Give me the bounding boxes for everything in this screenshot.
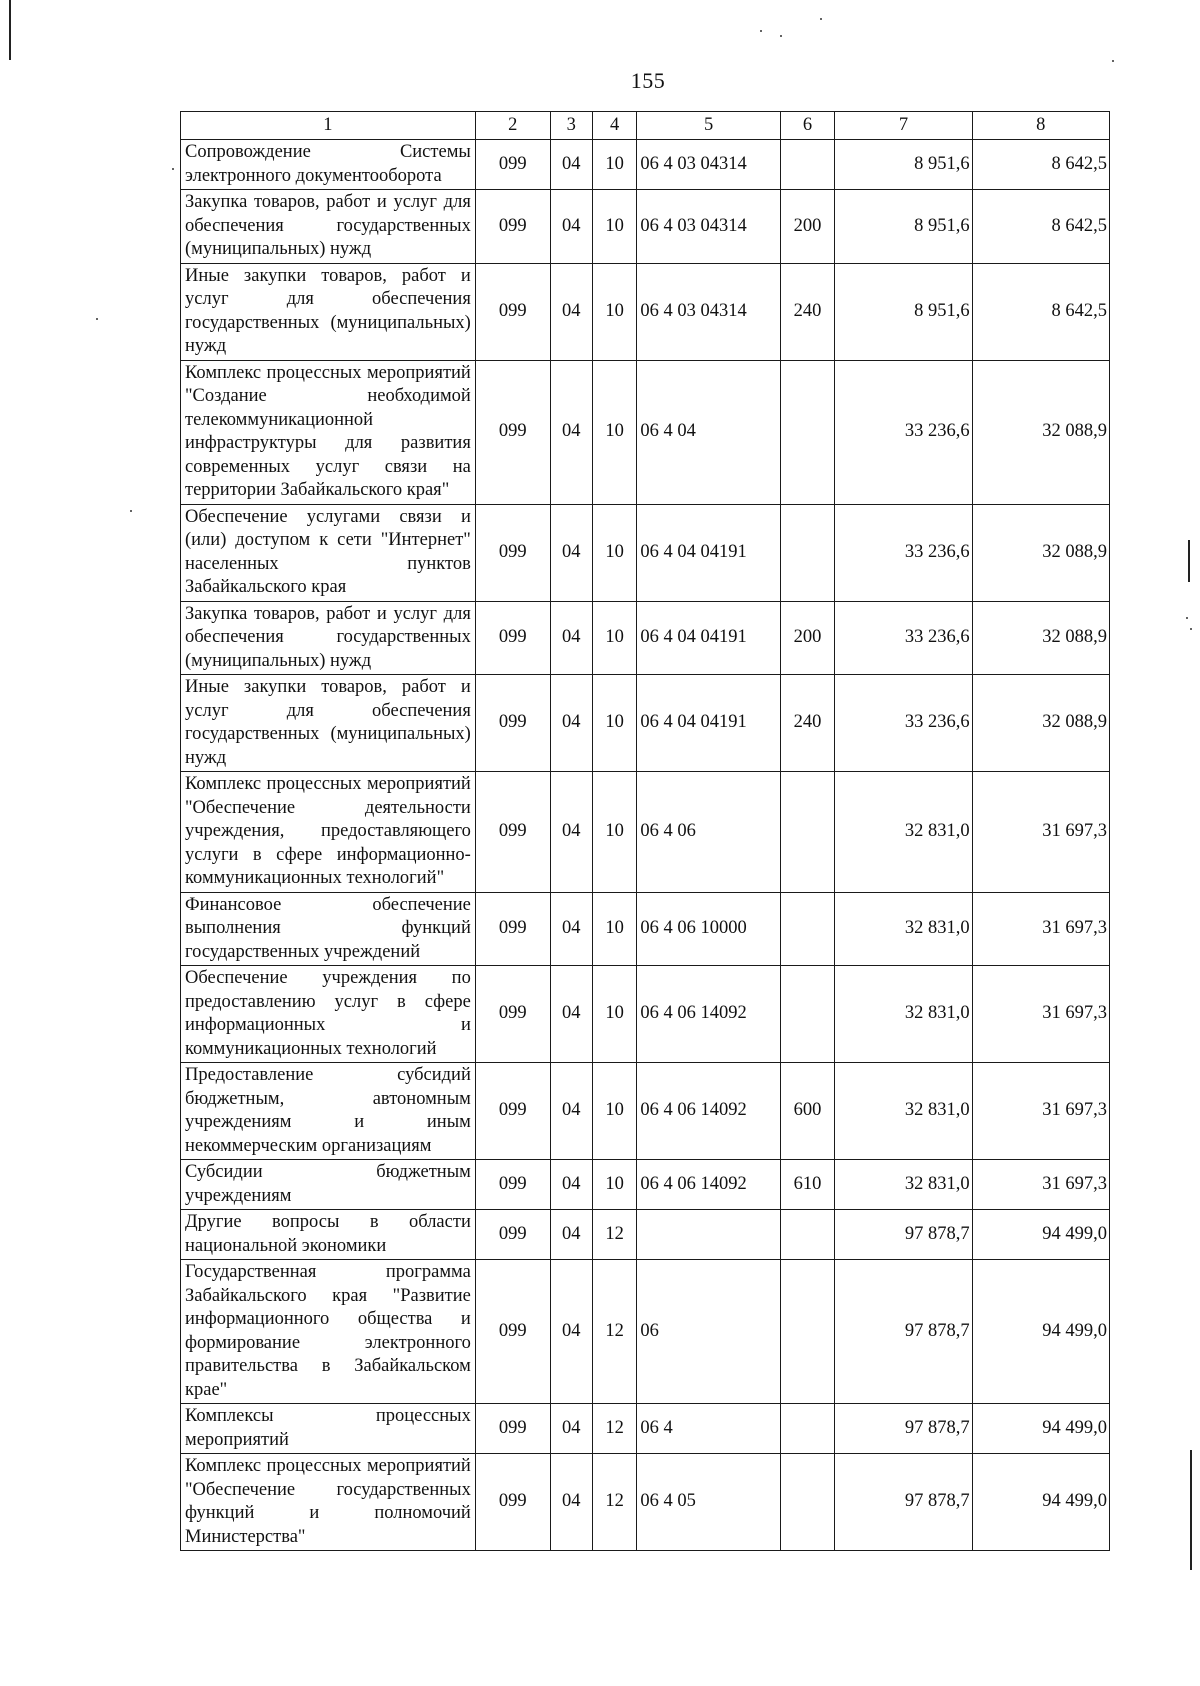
scan-speck xyxy=(96,318,98,320)
scan-speck xyxy=(130,510,132,512)
cell-col2: 099 xyxy=(475,675,550,772)
cell-col2: 099 xyxy=(475,1063,550,1160)
cell-col2: 099 xyxy=(475,892,550,966)
header-cell: 4 xyxy=(592,112,636,140)
cell-name: Государственная программа Забайкальского края "Развитие информационного общества и формирование электронного правительства в Забайкальском крае" xyxy=(181,1260,476,1404)
scan-speck xyxy=(1186,617,1188,619)
header-cell: 2 xyxy=(475,112,550,140)
cell-col8: 31 697,3 xyxy=(972,1160,1109,1210)
cell-col6: 600 xyxy=(780,1063,835,1160)
cell-col4: 10 xyxy=(592,675,636,772)
scan-speck xyxy=(172,168,174,170)
cell-col7: 32 831,0 xyxy=(835,892,972,966)
cell-col8: 94 499,0 xyxy=(972,1210,1109,1260)
cell-col3: 04 xyxy=(550,263,592,360)
cell-name: Иные закупки товаров, работ и услуг для обеспечения государственных (муниципальных) нужд xyxy=(181,675,476,772)
cell-col7: 33 236,6 xyxy=(835,504,972,601)
table-row xyxy=(181,675,1110,772)
scan-speck xyxy=(820,18,822,20)
cell-col3: 04 xyxy=(550,504,592,601)
cell-col5: 06 4 06 14092 xyxy=(637,1063,780,1160)
scan-speck xyxy=(1112,60,1114,62)
header-row xyxy=(181,112,1110,140)
cell-col7: 97 878,7 xyxy=(835,1260,972,1404)
cell-col8: 94 499,0 xyxy=(972,1404,1109,1454)
cell-col5: 06 4 06 10000 xyxy=(637,892,780,966)
cell-col8: 31 697,3 xyxy=(972,1063,1109,1160)
table-row xyxy=(181,263,1110,360)
cell-col7: 33 236,6 xyxy=(835,675,972,772)
cell-col3: 04 xyxy=(550,1210,592,1260)
budget-table xyxy=(180,111,1110,1551)
cell-name: Финансовое обеспечение выполнения функций государственных учреждений xyxy=(181,892,476,966)
cell-col7: 32 831,0 xyxy=(835,1063,972,1160)
cell-col8: 32 088,9 xyxy=(972,601,1109,675)
cell-col3: 04 xyxy=(550,140,592,190)
cell-col2: 099 xyxy=(475,504,550,601)
cell-name: Закупка товаров, работ и услуг для обеспечения государственных (муниципальных) нужд xyxy=(181,190,476,264)
cell-name: Другие вопросы в области национальной экономики xyxy=(181,1210,476,1260)
page-number: 155 xyxy=(630,68,666,93)
cell-col3: 04 xyxy=(550,1063,592,1160)
cell-col7: 32 831,0 xyxy=(835,1160,972,1210)
cell-col8: 31 697,3 xyxy=(972,966,1109,1063)
cell-name: Комплекс процессных мероприятий "Обеспечение деятельности учреждения, предоставляющего услуги в сфере информационно-коммуникационных технологий" xyxy=(181,772,476,893)
table-row xyxy=(181,892,1110,966)
cell-col3: 04 xyxy=(550,1160,592,1210)
table-row xyxy=(181,1454,1110,1551)
cell-col3: 04 xyxy=(550,360,592,504)
cell-col3: 04 xyxy=(550,772,592,893)
cell-col2: 099 xyxy=(475,263,550,360)
cell-col7: 8 951,6 xyxy=(835,263,972,360)
cell-col7: 32 831,0 xyxy=(835,966,972,1063)
cell-col6: 240 xyxy=(780,675,835,772)
cell-col8: 8 642,5 xyxy=(972,190,1109,264)
cell-col2: 099 xyxy=(475,966,550,1063)
table-row xyxy=(181,504,1110,601)
table-row xyxy=(181,1404,1110,1454)
cell-col4: 12 xyxy=(592,1454,636,1551)
cell-name: Закупка товаров, работ и услуг для обеспечения государственных (муниципальных) нужд xyxy=(181,601,476,675)
cell-name: Комплекс процессных мероприятий "Создание необходимой телекоммуникационной инфраструктуры для развития современных услуг связи на территории Забайкальского края" xyxy=(181,360,476,504)
cell-col2: 099 xyxy=(475,140,550,190)
cell-col4: 10 xyxy=(592,190,636,264)
cell-col3: 04 xyxy=(550,1260,592,1404)
cell-col4: 10 xyxy=(592,1160,636,1210)
cell-col5: 06 4 06 xyxy=(637,772,780,893)
table-row xyxy=(181,1160,1110,1210)
cell-col6: 240 xyxy=(780,263,835,360)
cell-col5: 06 4 04 xyxy=(637,360,780,504)
cell-col8: 31 697,3 xyxy=(972,892,1109,966)
cell-col8: 32 088,9 xyxy=(972,675,1109,772)
cell-col3: 04 xyxy=(550,675,592,772)
cell-col6 xyxy=(780,1210,835,1260)
cell-col4: 10 xyxy=(592,772,636,893)
cell-col7: 33 236,6 xyxy=(835,601,972,675)
cell-col3: 04 xyxy=(550,1454,592,1551)
cell-col4: 10 xyxy=(592,360,636,504)
cell-col4: 10 xyxy=(592,263,636,360)
cell-col5: 06 4 04 04191 xyxy=(637,601,780,675)
cell-col3: 04 xyxy=(550,966,592,1063)
cell-col2: 099 xyxy=(475,360,550,504)
cell-col4: 10 xyxy=(592,966,636,1063)
header-cell: 7 xyxy=(835,112,972,140)
cell-col4: 12 xyxy=(592,1210,636,1260)
table-row xyxy=(181,360,1110,504)
cell-col5: 06 4 04 04191 xyxy=(637,675,780,772)
cell-col3: 04 xyxy=(550,1404,592,1454)
cell-col4: 10 xyxy=(592,892,636,966)
cell-col8: 8 642,5 xyxy=(972,263,1109,360)
cell-col5: 06 4 03 04314 xyxy=(637,263,780,360)
cell-col7: 8 951,6 xyxy=(835,140,972,190)
cell-col8: 8 642,5 xyxy=(972,140,1109,190)
cell-col3: 04 xyxy=(550,190,592,264)
cell-col4: 10 xyxy=(592,1063,636,1160)
table-row xyxy=(181,1260,1110,1404)
cell-col4: 10 xyxy=(592,140,636,190)
scan-edge-line xyxy=(9,0,11,60)
cell-col5: 06 4 06 14092 xyxy=(637,1160,780,1210)
cell-col7: 97 878,7 xyxy=(835,1454,972,1551)
cell-col8: 32 088,9 xyxy=(972,504,1109,601)
table-row xyxy=(181,601,1110,675)
cell-col5: 06 xyxy=(637,1260,780,1404)
header-cell: 1 xyxy=(181,112,476,140)
cell-col2: 099 xyxy=(475,1260,550,1404)
cell-col6 xyxy=(780,140,835,190)
scan-margin-mark xyxy=(1190,1450,1192,1570)
cell-col7: 8 951,6 xyxy=(835,190,972,264)
cell-col2: 099 xyxy=(475,1160,550,1210)
cell-col5: 06 4 06 14092 xyxy=(637,966,780,1063)
cell-col7: 97 878,7 xyxy=(835,1404,972,1454)
cell-col8: 31 697,3 xyxy=(972,772,1109,893)
scan-speck xyxy=(760,30,762,32)
cell-col8: 94 499,0 xyxy=(972,1260,1109,1404)
cell-col4: 12 xyxy=(592,1260,636,1404)
cell-col3: 04 xyxy=(550,892,592,966)
cell-col6 xyxy=(780,966,835,1063)
cell-col6 xyxy=(780,892,835,966)
scan-speck xyxy=(780,35,782,37)
table-row xyxy=(181,140,1110,190)
cell-col4: 12 xyxy=(592,1404,636,1454)
cell-name: Субсидии бюджетным учреждениям xyxy=(181,1160,476,1210)
cell-col2: 099 xyxy=(475,1454,550,1551)
cell-col7: 97 878,7 xyxy=(835,1210,972,1260)
cell-col6 xyxy=(780,1260,835,1404)
scan-margin-mark xyxy=(1188,540,1190,582)
cell-col4: 10 xyxy=(592,601,636,675)
table-row xyxy=(181,190,1110,264)
cell-col2: 099 xyxy=(475,1404,550,1454)
cell-name: Комплекс процессных мероприятий "Обеспечение государственных функций и полномочий Министерства" xyxy=(181,1454,476,1551)
cell-col5: 06 4 04 04191 xyxy=(637,504,780,601)
cell-col6 xyxy=(780,360,835,504)
cell-col3: 04 xyxy=(550,601,592,675)
header-cell: 5 xyxy=(637,112,780,140)
cell-col8: 32 088,9 xyxy=(972,360,1109,504)
cell-col7: 33 236,6 xyxy=(835,360,972,504)
cell-col2: 099 xyxy=(475,190,550,264)
cell-col8: 94 499,0 xyxy=(972,1454,1109,1551)
cell-col2: 099 xyxy=(475,601,550,675)
cell-col5 xyxy=(637,1210,780,1260)
cell-name: Комплексы процессных мероприятий xyxy=(181,1404,476,1454)
cell-col5: 06 4 03 04314 xyxy=(637,190,780,264)
cell-col6: 200 xyxy=(780,601,835,675)
cell-name: Обеспечение услугами связи и (или) доступом к сети "Интернет" населенных пунктов Забайкальского края xyxy=(181,504,476,601)
table-row xyxy=(181,1063,1110,1160)
table-row xyxy=(181,772,1110,893)
cell-col5: 06 4 xyxy=(637,1404,780,1454)
cell-col2: 099 xyxy=(475,772,550,893)
cell-name: Предоставление субсидий бюджетным, автономным учреждениям и иным некоммерческим организациям xyxy=(181,1063,476,1160)
cell-col6: 200 xyxy=(780,190,835,264)
header-cell: 8 xyxy=(972,112,1109,140)
cell-col6 xyxy=(780,1454,835,1551)
cell-name: Иные закупки товаров, работ и услуг для обеспечения государственных (муниципальных) нужд xyxy=(181,263,476,360)
header-cell: 3 xyxy=(550,112,592,140)
table-row xyxy=(181,1210,1110,1260)
cell-col6: 610 xyxy=(780,1160,835,1210)
header-cell: 6 xyxy=(780,112,835,140)
cell-col2: 099 xyxy=(475,1210,550,1260)
table-row xyxy=(181,966,1110,1063)
cell-col5: 06 4 05 xyxy=(637,1454,780,1551)
cell-name: Сопровождение Системы электронного документооборота xyxy=(181,140,476,190)
cell-col7: 32 831,0 xyxy=(835,772,972,893)
cell-col5: 06 4 03 04314 xyxy=(637,140,780,190)
cell-col6 xyxy=(780,504,835,601)
scan-speck xyxy=(1190,628,1192,630)
cell-col4: 10 xyxy=(592,504,636,601)
cell-col6 xyxy=(780,1404,835,1454)
cell-col6 xyxy=(780,772,835,893)
cell-name: Обеспечение учреждения по предоставлению услуг в сфере информационных и коммуникационных технологий xyxy=(181,966,476,1063)
